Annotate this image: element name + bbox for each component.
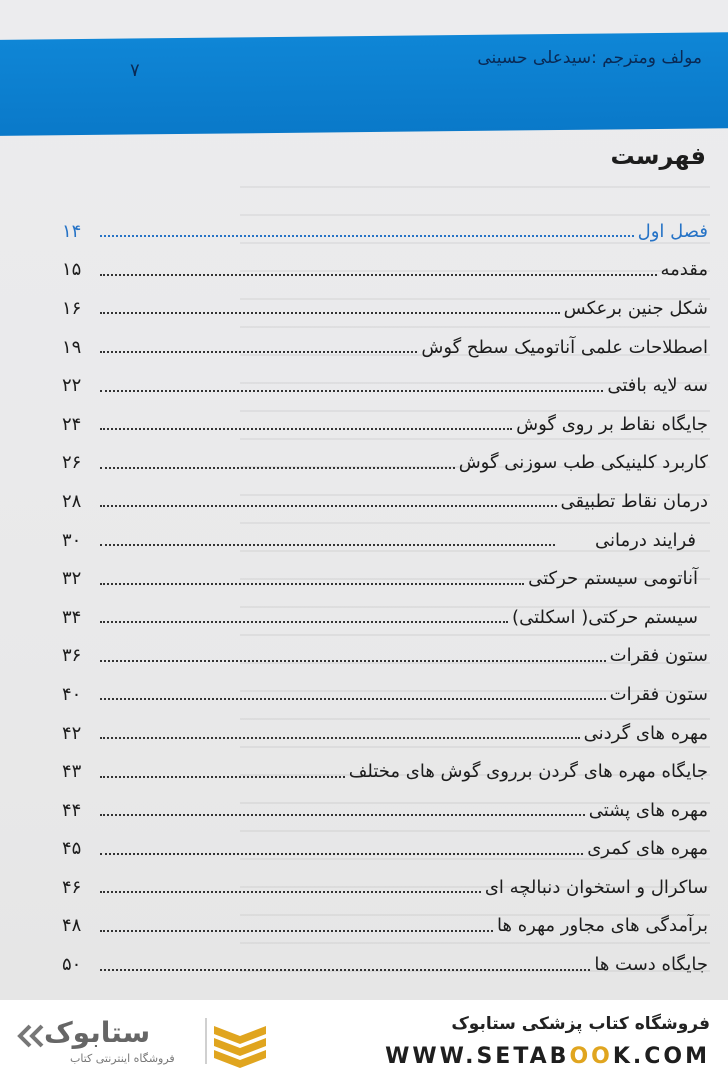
- toc-entry[interactable]: [62, 559, 708, 598]
- toc-entry[interactable]: [62, 752, 708, 791]
- toc-entry-label: فرایند درمانی: [595, 529, 696, 551]
- logo-wordmark: ستابوک: [44, 1016, 151, 1049]
- toc-entry[interactable]: [62, 868, 708, 907]
- toc-leader-dots: [100, 621, 508, 623]
- toc-page-number: ۱۵: [62, 259, 82, 281]
- toc-page-number: ۳۰: [62, 529, 82, 551]
- toc-entry-label: مقدمه: [660, 259, 708, 281]
- toc-entry-label: سیستم حرکتی( اسکلتی): [512, 606, 698, 628]
- toc-entry-label: برآمدگی های مجاور مهره ها: [497, 915, 708, 937]
- toc-entry-label: جایگاه نقاط بر روی گوش: [516, 413, 708, 435]
- footer-banner: [0, 1000, 728, 1080]
- toc-entry-label: اصطلاحات علمی آناتومیک سطح گوش: [421, 336, 708, 358]
- toc-leader-dots: [100, 891, 481, 893]
- toc-leader-dots: [100, 428, 512, 430]
- footer-divider: [205, 1018, 207, 1064]
- toc-list: [62, 212, 708, 984]
- double-chevron-left-icon: [16, 1022, 46, 1050]
- toc-entry[interactable]: [62, 598, 708, 637]
- toc-entry[interactable]: [62, 791, 708, 830]
- toc-page-number: ۴۳: [62, 761, 82, 783]
- toc-title: فهرست: [610, 142, 706, 170]
- toc-leader-dots: [100, 930, 493, 932]
- url-oo: OO: [569, 1044, 613, 1069]
- toc-entry-label: کاربرد کلینیکی طب سوزنی گوش: [458, 452, 708, 474]
- toc-entry-label: سه لایه بافتی: [607, 375, 708, 397]
- toc-entry[interactable]: [62, 945, 708, 984]
- toc-page-number: ۴۵: [62, 838, 82, 860]
- toc-leader-dots: [100, 698, 606, 700]
- footer-url[interactable]: [385, 1044, 710, 1069]
- toc-entry-label: جایگاه دست ها: [594, 954, 708, 976]
- toc-entry[interactable]: [62, 675, 708, 714]
- toc-entry-label: درمان نقاط تطبیقی: [560, 490, 708, 512]
- toc-page-number: ۴۰: [62, 683, 82, 705]
- toc-entry[interactable]: [62, 482, 708, 521]
- toc-page-number: ۲۶: [62, 452, 82, 474]
- toc-page-number: ۴۸: [62, 915, 82, 937]
- toc-leader-dots: [100, 737, 580, 739]
- toc-entry-label: مهره های کمری: [587, 838, 708, 860]
- toc-page-number: ۴۲: [62, 722, 82, 744]
- logo-subtitle: فروشگاه اینترنتی کتاب: [70, 1052, 175, 1065]
- header-page-number: ۷: [130, 60, 140, 81]
- toc-entry-label: مهره های گردنی: [583, 722, 708, 744]
- toc-entry-label: مهره های پشتی: [588, 799, 708, 821]
- toc-page-number: ۴۴: [62, 799, 82, 821]
- toc-page-number: ۲۸: [62, 490, 82, 512]
- toc-leader-dots: [100, 235, 634, 237]
- footer-store-name: فروشگاه کتاب پزشکی ستابوک: [451, 1014, 710, 1034]
- toc-page-number: ۳۶: [62, 645, 82, 667]
- toc-leader-dots: [100, 853, 583, 855]
- toc-page-number: ۱۶: [62, 297, 82, 319]
- toc-entry[interactable]: [62, 637, 708, 676]
- toc-entry-label: شکل جنین برعکس: [563, 297, 708, 319]
- toc-leader-dots: [100, 544, 555, 546]
- header-author: مولف ومترجم :سیدعلی حسینی: [477, 48, 702, 68]
- toc-entry-label: ساکرال و استخوان دنبالچه ای: [484, 876, 708, 898]
- toc-page-number: ۱۴: [62, 220, 82, 242]
- url-prefix: WWW.SETAB: [385, 1044, 570, 1069]
- toc-entry[interactable]: [62, 405, 708, 444]
- toc-leader-dots: [100, 776, 345, 778]
- toc-page-number: ۲۴: [62, 413, 82, 435]
- url-suffix: K.COM: [612, 1044, 710, 1069]
- toc-leader-dots: [100, 969, 590, 971]
- toc-entry[interactable]: [62, 251, 708, 290]
- toc-entry[interactable]: [62, 366, 708, 405]
- toc-entry[interactable]: [62, 907, 708, 946]
- toc-page-number: ۱۹: [62, 336, 82, 358]
- toc-leader-dots: [100, 351, 417, 353]
- toc-entry-label: ستون فقرات: [609, 645, 708, 667]
- toc-entry-label: جایگاه مهره های گردن برروی گوش های مختلف: [348, 761, 708, 783]
- toc-entry[interactable]: [62, 444, 708, 483]
- toc-entry-label: ستون فقرات: [609, 683, 708, 705]
- toc-leader-dots: [100, 390, 603, 392]
- toc-leader-dots: [100, 274, 657, 276]
- toc-leader-dots: [100, 312, 560, 314]
- toc-page-number: ۲۲: [62, 375, 82, 397]
- toc-page-number: ۳۲: [62, 568, 82, 590]
- toc-entry[interactable]: [62, 328, 708, 367]
- toc-leader-dots: [100, 814, 585, 816]
- toc-page-number: ۴۶: [62, 876, 82, 898]
- book-stack-logo-icon: [210, 1022, 270, 1068]
- toc-leader-dots: [100, 505, 557, 507]
- toc-entry[interactable]: [62, 830, 708, 869]
- toc-page-number: ۳۴: [62, 606, 82, 628]
- toc-page-number: ۵۰: [62, 954, 82, 976]
- toc-leader-dots: [100, 660, 606, 662]
- toc-entry[interactable]: [62, 521, 708, 560]
- toc-entry[interactable]: [62, 289, 708, 328]
- toc-entry[interactable]: [62, 212, 708, 251]
- toc-entry[interactable]: [62, 714, 708, 753]
- toc-leader-dots: [100, 583, 524, 585]
- toc-entry-label: فصل اول: [637, 220, 708, 242]
- toc-entry-label: آناتومی سیستم حرکتی: [528, 568, 698, 590]
- toc-leader-dots: [100, 467, 455, 469]
